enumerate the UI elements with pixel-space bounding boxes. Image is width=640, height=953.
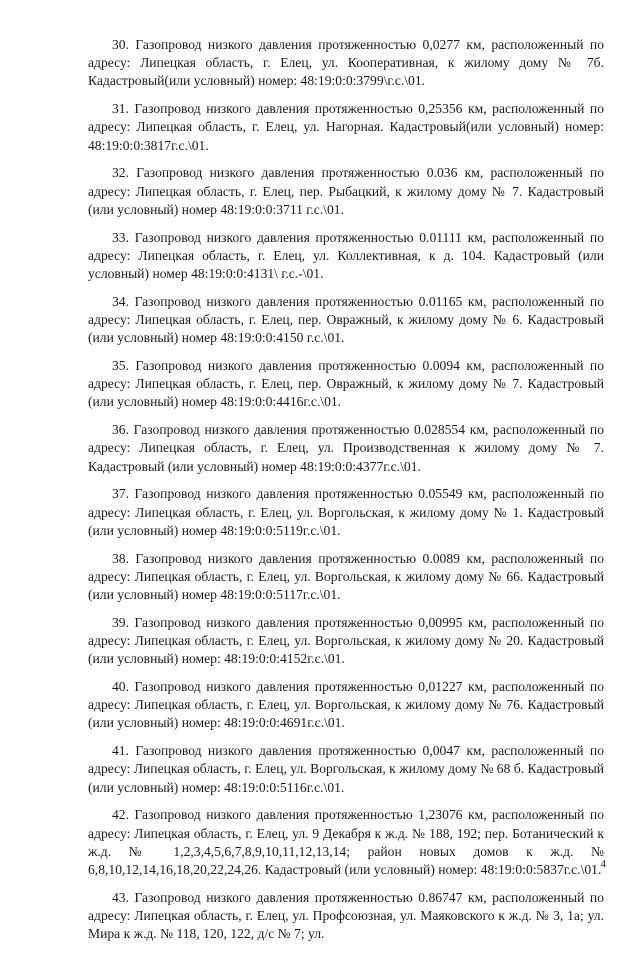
list-item-40: 40. Газопровод низкого давления протяженностью 0,01227 км, расположенный по адресу: Липецкая область, г. Елец, ул. Воргольская, к жилому дому № 76. Кадастровый (или условный) номер: 48:19:0:0:4691г.с.\01. [88, 679, 604, 731]
list-item-42: 42. Газопровод низкого давления протяженностью 1,23076 км, расположенный по адресу: Липецкая область, г. Елец, ул. 9 Декабря к ж.д. № 188, 192; пер. Ботанический к ж.д. № 1,2,3,4,5,6,7,8,9,10,11,12,13,14; район новых домов к ж.д. № 6,8,10,12,14,16,18,20,22,24,26. Кадастровый (или условный) номер: 48:19:0:0:5837г.с.\01. [88, 807, 604, 878]
list-item-36: 36. Газопровод низкого давления протяженностью 0.028554 км, расположенный по адресу: Липецкая область, г. Елец, ул. Производственная к жилому дому № 7. Кадастровый (или условный) номер 48:19:0:0:4377г.с.\01. [88, 422, 604, 474]
document-body [88, 36, 604, 953]
list-item-34: 34. Газопровод низкого давления протяженностью 0.01165 км, расположенный по адресу: Липецкая область, г. Елец, пер. Овражный, к жилому дому № 6. Кадастровый (или условный) номер 48:19:0:0:4150 г.с.\01. [88, 293, 604, 346]
list-item-32: 32. Газопровод низкого давления протяженностью 0.036 км, расположенный по адресу: Липецкая область, г. Елец, пер. Рыбацкий, к жилому дому № 7. Кадастровый (или условный) номер 48:19:0:0:3711 г.с.\01. [88, 165, 604, 217]
list-item-37: 37. Газопровод низкого давления протяженностью 0.05549 км, расположенный по адресу: Липецкая область, г. Елец, ул. Воргольская, к жилому дому № 1. Кадастровый (или условный) номер 48:19:0:0:5119г.с.\01. [88, 486, 604, 538]
list-item-43: 43. Газопровод низкого давления протяженностью 0.86747 км, расположенный по адресу: Липецкая область, г. Елец, ул. Профсоюзная, ул. Маяковского к ж.д. № 3, 1а; ул. Мира к ж.д. № 118, 120, 122, д/с № 7; ул. [88, 889, 604, 942]
page-number: 4 [600, 858, 606, 870]
list-item-39: 39. Газопровод низкого давления протяженностью 0,00995 км, расположенный по адресу: Липецкая область, г. Елец, ул. Воргольская, к жилому дому № 20. Кадастровый (или условный) номер: 48:19:0:0:4152г.с.\01. [88, 614, 604, 667]
list-item-31: 31. Газопровод низкого давления протяженностью 0,25356 км, расположенный по адресу: Липецкая область, г. Елец, ул. Нагорная. Кадастровый(или условный) номер: 48:19:0:0:3817г.с.\01. [88, 101, 604, 153]
list-item-38: 38. Газопровод низкого давления протяженностью 0.0089 км, расположенный по адресу: Липецкая область, г. Елец, ул. Воргольская, к жилому дому № 66. Кадастровый (или условный) номер 48:19:0:0:5117г.с.\01. [88, 550, 604, 603]
list-item-35: 35. Газопровод низкого давления протяженностью 0.0094 км, расположенный по адресу: Липецкая область, г. Елец, пер. Овражный, к жилому дому № 7. Кадастровый (или условный) номер 48:19:0:0:4416г.с.\01. [88, 358, 604, 410]
list-item-30: 30. Газопровод низкого давления протяженностью 0,0277 км, расположенный по адресу: Липецкая область, г. Елец, ул. Кооперативная, к жилому дому № 7б. Кадастровый(или условный) номер: 48:19:0:0:3799\г.с.\01. [88, 37, 604, 89]
list-item-33: 33. Газопровод низкого давления протяженностью 0.01111 км, расположенный по адресу: Липецкая область, г. Елец, ул. Коллективная, к д. 104. Кадастровый (или условный) номер 48:19:0:0:4131\ г.с.-\01. [88, 229, 604, 282]
list-item-41: 41. Газопровод низкого давления протяженностью 0,0047 км, расположенный по адресу: Липецкая область, г. Елец, ул. Воргольская, к жилому дому № 68 б. Кадастровый (или условный) номер: 48:19:0:0:5116г.с.\01. [88, 743, 604, 795]
